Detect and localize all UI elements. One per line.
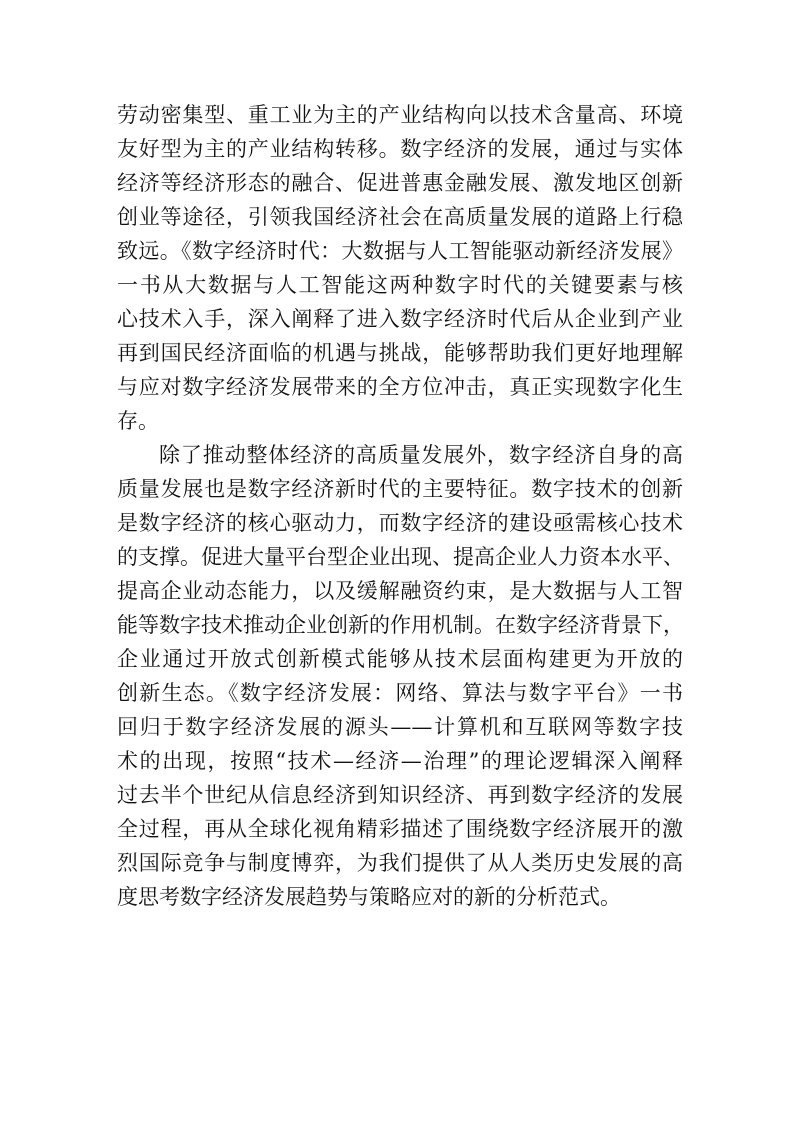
paragraph-line: 与应对数字经济发展带来的全方位冲击，真正实现数字化生 <box>117 375 683 399</box>
paragraph-line: 经济等经济形态的融合、促进普惠金融发展、激发地区创新 <box>117 171 683 195</box>
paragraph-line: 度思考数字经济发展趋势与策略应对的新的分析范式。 <box>117 885 621 909</box>
paragraph-line: 心技术入手，深入阐释了进入数字经济时代后从企业到产业 <box>117 307 683 331</box>
paragraph-line: 创新生态。《数字经济发展：网络、算法与数字平台》一书 <box>117 681 683 705</box>
paragraph-1 <box>117 98 683 438</box>
paragraph-line: 企业通过开放式创新模式能够从技术层面构建更为开放的 <box>117 647 683 671</box>
paragraph-line: 一书从大数据与人工智能这两种数字时代的关键要素与核 <box>117 273 683 297</box>
paragraph-line: 劳动密集型、重工业为主的产业结构向以技术含量高、环境 <box>117 103 683 127</box>
paragraph-2 <box>117 438 683 914</box>
paragraph-line: 提高企业动态能力，以及缓解融资约束，是大数据与人工智 <box>117 579 683 603</box>
paragraph-line: 烈国际竞争与制度博弈，为我们提供了从人类历史发展的高 <box>117 851 683 875</box>
paragraph-line: 创业等途径，引领我国经济社会在高质量发展的道路上行稳 <box>117 205 683 229</box>
paragraph-line: 术的出现，按照“技术—经济—治理”的理论逻辑深入阐释 <box>117 749 683 773</box>
paragraph-line: 除了推动整体经济的高质量发展外，数字经济自身的高 <box>159 443 683 467</box>
paragraph-line: 全过程，再从全球化视角精彩描述了围绕数字经济展开的激 <box>117 817 683 841</box>
paragraph-line: 质量发展也是数字经济新时代的主要特征。数字技术的创新 <box>117 477 683 501</box>
paragraph-line: 存。 <box>117 409 159 433</box>
document-body <box>117 98 683 914</box>
paragraph-line: 过去半个世纪从信息经济到知识经济、再到数字经济的发展 <box>117 783 683 807</box>
paragraph-line: 友好型为主的产业结构转移。数字经济的发展，通过与实体 <box>117 137 683 161</box>
paragraph-line: 再到国民经济面临的机遇与挑战，能够帮助我们更好地理解 <box>117 341 683 365</box>
paragraph-line: 致远。《数字经济时代：大数据与人工智能驱动新经济发展》 <box>117 239 683 263</box>
paragraph-line: 能等数字技术推动企业创新的作用机制。在数字经济背景下， <box>117 613 684 637</box>
paragraph-line: 是数字经济的核心驱动力，而数字经济的建设亟需核心技术 <box>117 511 683 535</box>
paragraph-line: 回归于数字经济发展的源头——计算机和互联网等数字技 <box>117 715 683 739</box>
paragraph-line: 的支撑。促进大量平台型企业出现、提高企业人力资本水平、 <box>117 545 684 569</box>
